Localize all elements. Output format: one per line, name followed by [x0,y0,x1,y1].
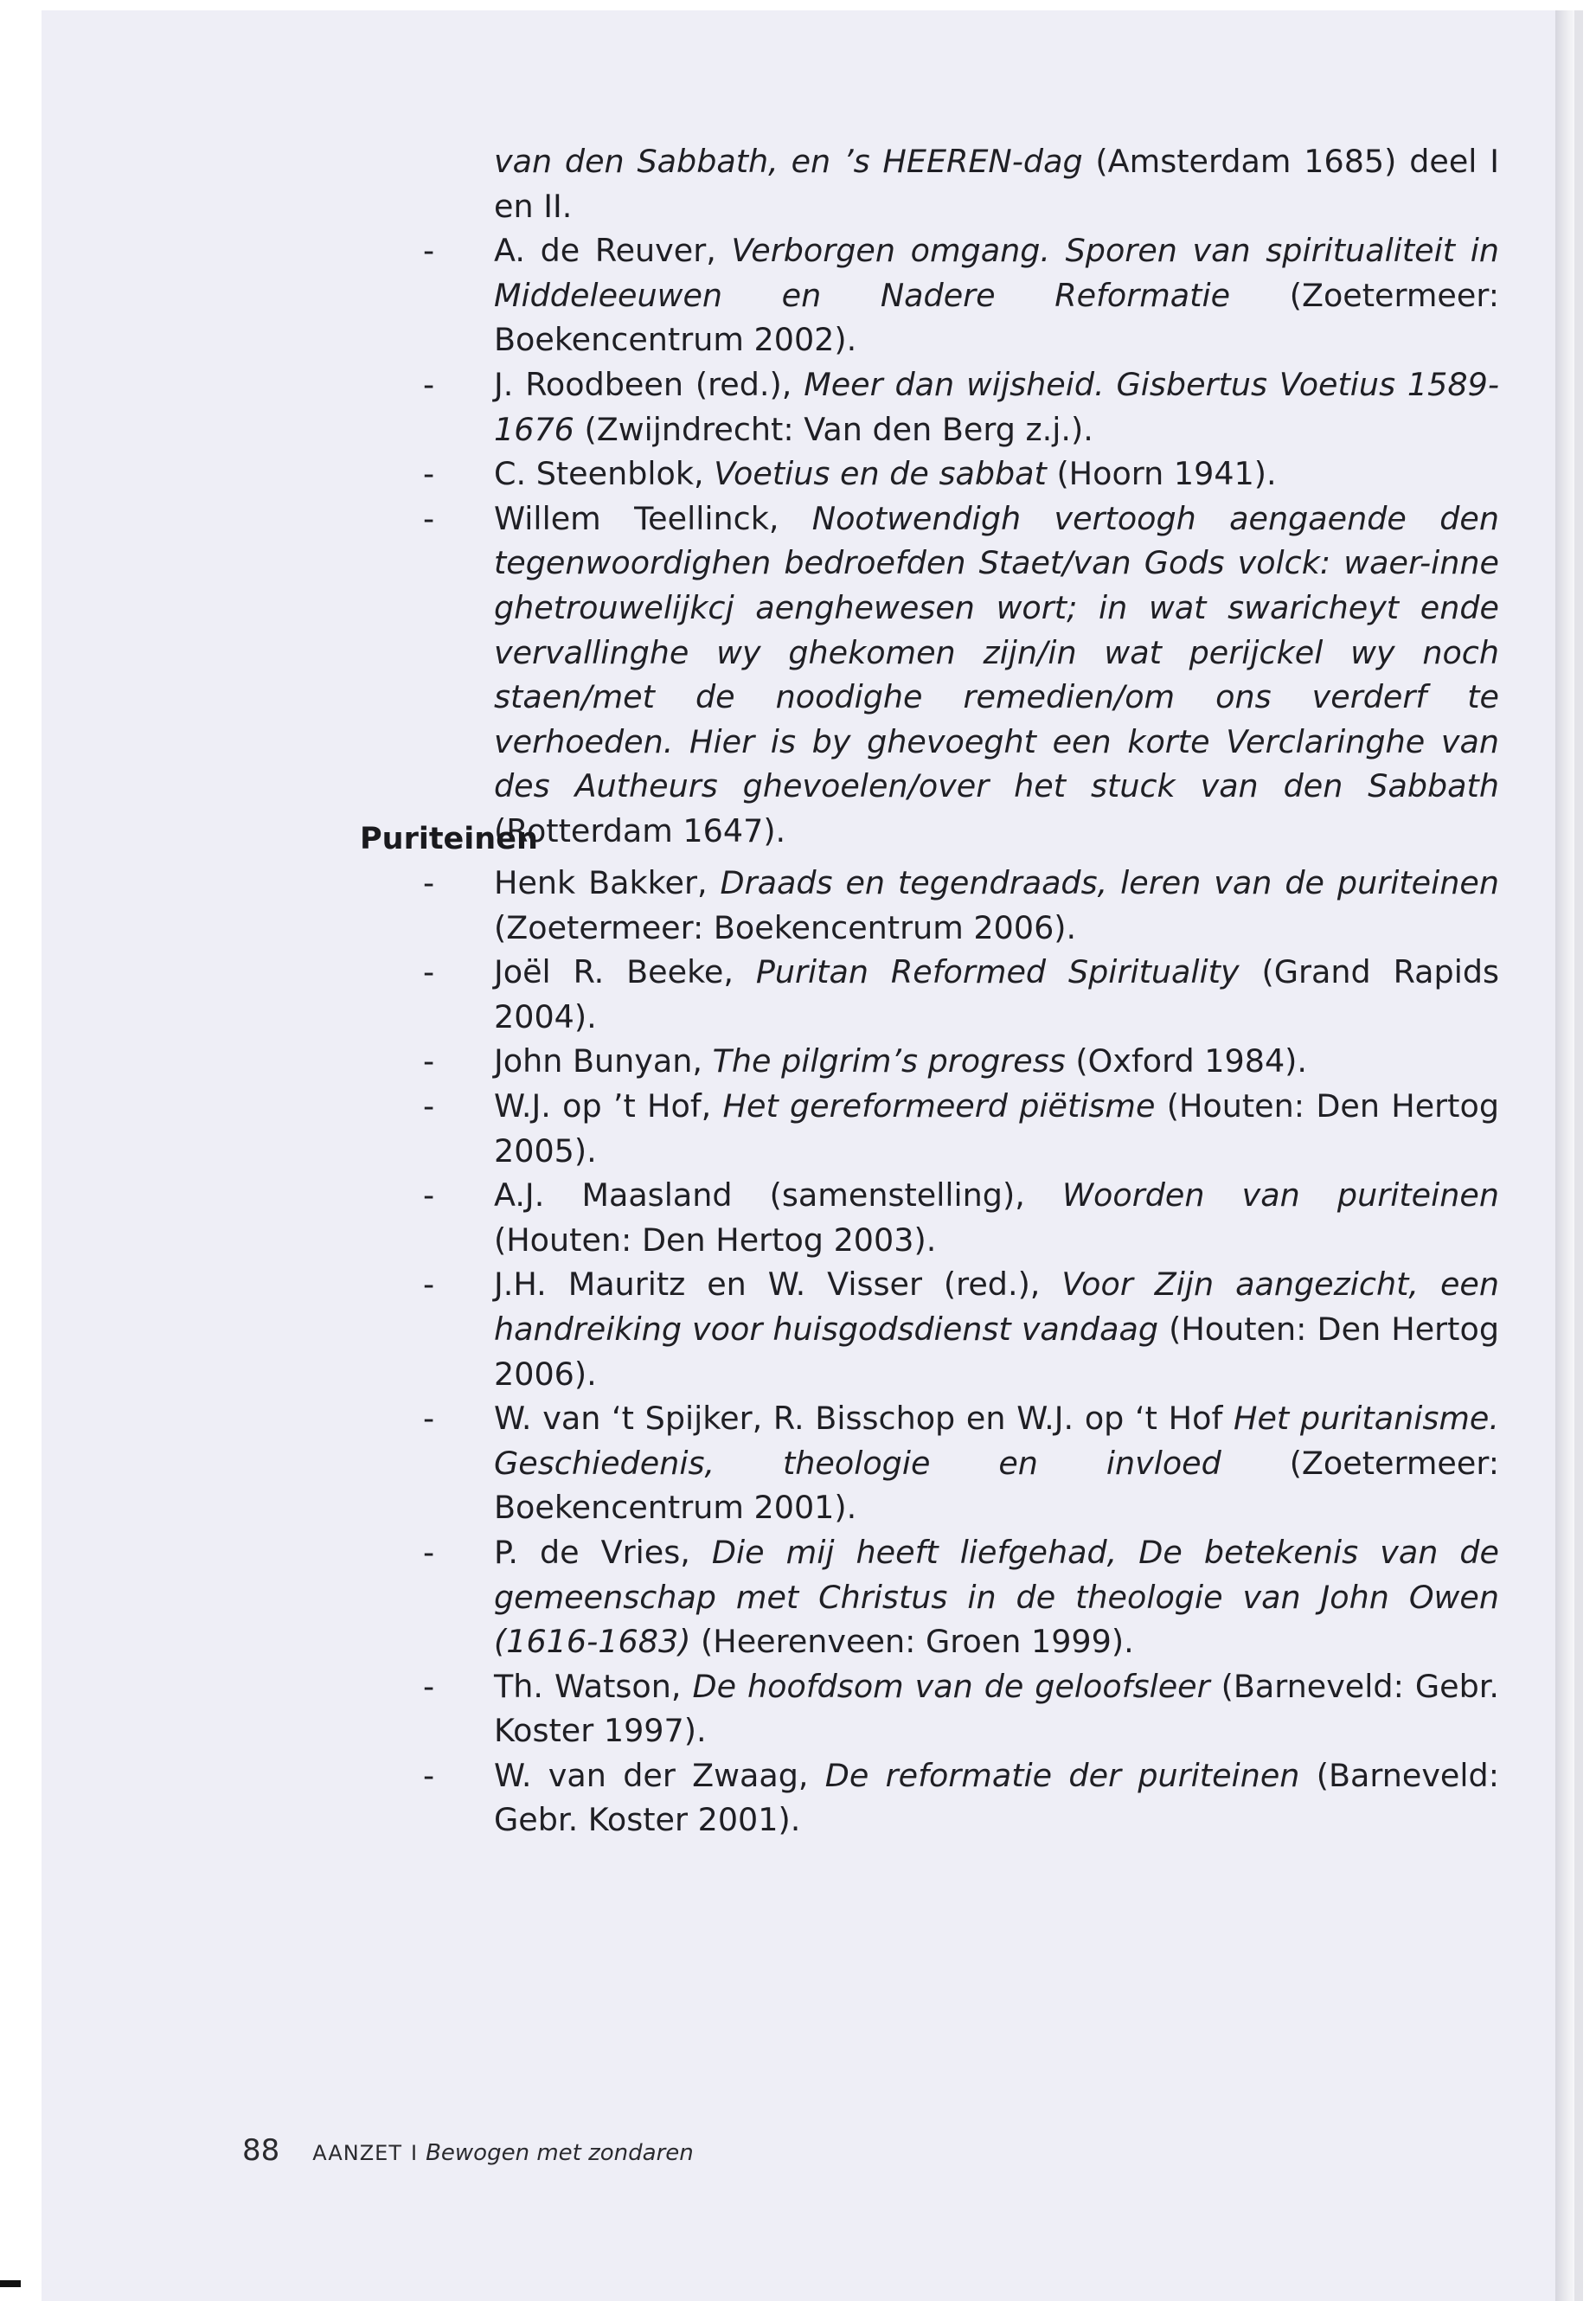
entry-publication: (Barneveld: Gebr. Koster 1997). [494,1667,1499,1750]
page-edge-strip [1574,10,1583,2301]
magazine-subtitle: Bewogen met zondaren [426,2140,694,2166]
entry-title: Meer dan wijsheid. Gisbertus Voetius 1589-1676 [494,365,1499,448]
entry-title: Voor Zijn aangezicht, een handreiking voor huisgodsdienst vandaag [494,1266,1499,1348]
entry-author: Willem Teellinck, [494,499,812,537]
entry-title: De reformatie der puriteinen [824,1756,1300,1794]
bibliography-list-puriteinen [494,861,1499,1843]
entry-author: Th. Watson, [494,1667,693,1705]
bibliography-entry [494,950,1499,1039]
entry-title: Die mij heeft liefgehad, De betekenis van de gemeenschap met Christus in de theologie van John Owen (1616-1683) [494,1533,1499,1661]
entry-author: P. de Vries, [494,1533,712,1571]
entry-publication: (Rotterdam 1647). [494,811,786,849]
footer-separator: I [411,2141,418,2165]
entry-publication: (Houten: Den Hertog 2005). [494,1086,1499,1170]
entry-author: Joël R. Beeke, [494,953,756,991]
entry-publication: (Houten: Den Hertog 2003). [494,1221,937,1259]
entry-publication: (Oxford 1984). [1065,1042,1308,1080]
entry-title: Voetius en de sabbat [714,455,1047,493]
entry-publication: (Hoorn 1941). [1046,455,1277,493]
entry-title: Verborgen omgang. Sporen van spiritualiteit in Middeleeuwen en Nadere Reformatie [494,232,1499,314]
entry-publication: (Barneveld: Gebr. Koster 2001). [494,1756,1499,1839]
crop-mark [0,2280,21,2287]
entry-author: A. de Reuver, [494,232,732,270]
bibliography-entry [494,497,1499,854]
magazine-name: AANZET [312,2141,402,2165]
entry-author: J. Roodbeen (red.), [494,365,804,403]
entry-publication: (Houten: Den Hertog 2006). [494,1310,1499,1393]
bibliography-entry [494,1039,1499,1084]
bibliography-entry [494,1173,1499,1262]
page-content [42,10,1555,2301]
bibliography-entry [494,1753,1499,1843]
page-footer [242,2133,694,2168]
entry-publication: (Zwijndrecht: Van den Berg z.j.). [574,410,1093,448]
entry-author: W. van der Zwaag, [494,1756,825,1794]
entry-title: The pilgrim’s progress [712,1042,1066,1080]
section-heading: Puriteinen [360,822,538,856]
entry-title: Puritan Reformed Spirituality [755,953,1240,991]
entry-title: Nootwendigh vertoogh aengaende den tegenwoordighen bedroefden Staet/van Gods volck: waer-inne ghetrouwelijkcj aenghewesen wort; in wat swaricheyt ende vervallinghe wy ghekomen zijn/in wat perijckel wy noch staen/met de noodighe remedien/om ons verderf te verhoeden. Hier is by ghevoeght een korte Verclaringhe van des Autheurs ghevoelen/over het stuck van den Sabbath [494,499,1499,805]
bibliography-list-voetius [494,139,1499,854]
entry-title: Het gereformeerd piëtisme [722,1086,1156,1125]
entry-publication: (Zoetermeer: Boekencentrum 2006). [494,908,1077,946]
bibliography-entry [494,1084,1499,1173]
bibliography-entry [494,1664,1499,1753]
entry-author: W.J. op ’t Hof, [494,1086,723,1125]
bibliography-entry [494,1530,1499,1664]
entry-publication: (Grand Rapids 2004). [494,953,1500,1035]
bibliography-entry [494,1396,1499,1530]
page-sheet [42,10,1555,2301]
bibliography-entry [494,861,1499,950]
entry-title: Het puritanisme. Geschiedenis, theologie en invloed [494,1400,1499,1482]
entry-publication: (Zoetermeer: Boekencentrum 2001). [494,1444,1499,1527]
entry-publication: (Zoetermeer: Boekencentrum 2002). [494,276,1500,359]
page-edge-shadow [1555,10,1574,2301]
page-number: 88 [242,2133,280,2168]
entry-author: Henk Bakker, [494,864,721,901]
entry-title: Draads en tegendraads, leren van de puriteinen [720,864,1499,901]
bibliography-entry [494,1262,1499,1396]
entry-title: Woorden van puriteinen [1061,1176,1499,1215]
entry-author: John Bunyan, [494,1042,713,1080]
entry-author: C. Steenblok, [494,455,715,493]
entry-title: van den Sabbath, en ’s HEEREN-dag [494,143,1083,180]
entry-publication: (Amsterdam 1685) deel I en II. [494,143,1499,225]
entry-author: A.J. Maasland (samenstelling), [494,1176,1062,1215]
entry-title: De hoofdsom van de geloofsleer [692,1667,1210,1705]
bibliography-entry [494,228,1499,362]
bibliography-entry [494,362,1499,452]
bibliography-entry [494,452,1499,497]
entry-author: J.H. Mauritz en W. Visser (red.), [494,1266,1062,1304]
entry-publication: (Heerenveen: Groen 1999). [690,1623,1134,1661]
bibliography-entry [494,139,1499,228]
entry-author: W. van ‘t Spijker, R. Bisschop en W.J. op ‘t Hof [494,1400,1234,1438]
